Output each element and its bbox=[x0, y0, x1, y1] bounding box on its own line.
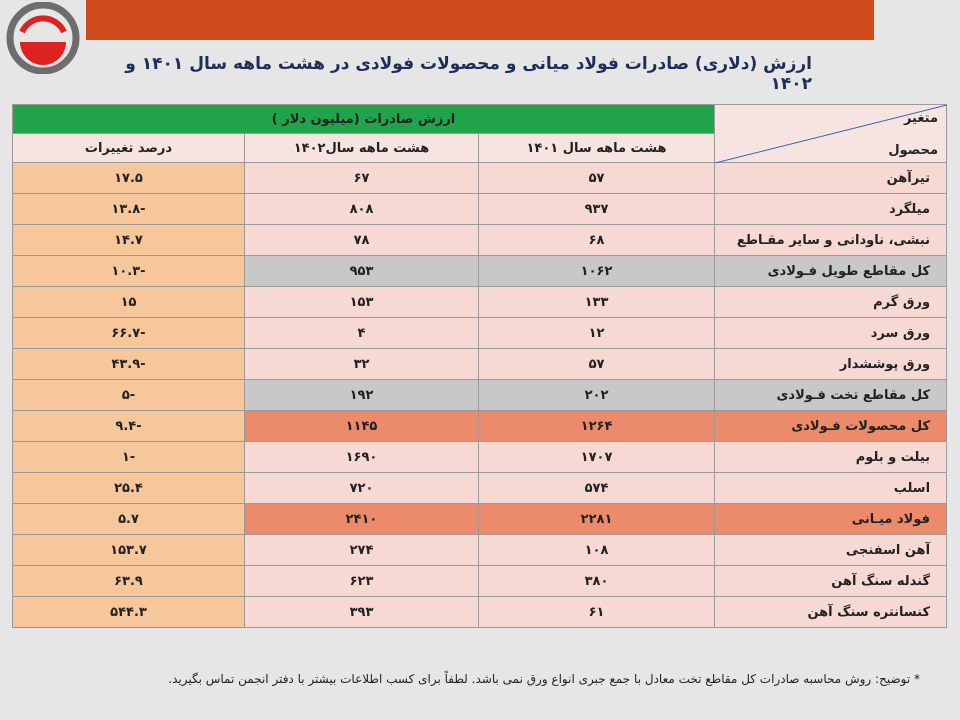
product-name-cell: ورق سرد bbox=[715, 318, 947, 349]
value-1402-cell: ۲۴۱۰ bbox=[245, 504, 479, 535]
product-name-cell: آهن اسفنجی bbox=[715, 535, 947, 566]
value-1402-cell: ۶۷ bbox=[245, 163, 479, 194]
page-title: ارزش (دلاری) صادرات فولاد میانی و محصولات فولادی در هشت ماهه سال ۱۴۰۱ و ۱۴۰۲ bbox=[125, 54, 812, 94]
table-row bbox=[13, 194, 947, 225]
pct-change-cell: ۲۵.۴ bbox=[13, 473, 245, 504]
pct-change-cell: ۵.۷ bbox=[13, 504, 245, 535]
product-name-cell: فولاد میـانی bbox=[715, 504, 947, 535]
value-1402-cell: ۳۲ bbox=[245, 349, 479, 380]
value-1402-cell: ۲۷۴ bbox=[245, 535, 479, 566]
column-header-1401: هشت ماهه سال ۱۴۰۱ bbox=[479, 134, 715, 163]
table-row bbox=[13, 287, 947, 318]
pct-change-cell: -۶۶.۷ bbox=[13, 318, 245, 349]
pct-change-cell: -۱ bbox=[13, 442, 245, 473]
value-1401-cell: ۱۳۳ bbox=[479, 287, 715, 318]
table-row bbox=[13, 597, 947, 628]
pct-change-cell: ۱۴.۷ bbox=[13, 225, 245, 256]
value-1401-cell: ۵۷ bbox=[479, 163, 715, 194]
product-name-cell: کنسانتره سنگ آهن bbox=[715, 597, 947, 628]
product-name-cell: تیرآهن bbox=[715, 163, 947, 194]
value-1401-cell: ۱۷۰۷ bbox=[479, 442, 715, 473]
value-1402-cell: ۸۰۸ bbox=[245, 194, 479, 225]
product-name-cell: نبشی، ناودانی و سایر مقـاطع bbox=[715, 225, 947, 256]
header-row-group bbox=[13, 105, 947, 134]
corner-header-cell bbox=[715, 105, 947, 163]
value-1401-cell: ۳۸۰ bbox=[479, 566, 715, 597]
value-1402-cell: ۳۹۳ bbox=[245, 597, 479, 628]
product-name-cell: کل محصولات فـولادی bbox=[715, 411, 947, 442]
product-name-cell: بیلت و بلوم bbox=[715, 442, 947, 473]
value-1401-cell: ۱۲۶۴ bbox=[479, 411, 715, 442]
product-label: محصول bbox=[888, 143, 939, 158]
value-1402-cell: ۴ bbox=[245, 318, 479, 349]
value-1401-cell: ۹۳۷ bbox=[479, 194, 715, 225]
value-1401-cell: ۱۲ bbox=[479, 318, 715, 349]
pct-change-cell: -۹.۴ bbox=[13, 411, 245, 442]
value-1402-cell: ۶۲۳ bbox=[245, 566, 479, 597]
footnote: * توضیح: روش محاسبه صادرات کل مقاطع تخت معادل با جمع جبری انواع ورق نمی باشد. لطفاً برای کسب اطلاعات بیشتر با دفتر انجمن تماس بگیرید. bbox=[168, 672, 920, 686]
value-1401-cell: ۶۱ bbox=[479, 597, 715, 628]
product-name-cell: ورق پوششدار bbox=[715, 349, 947, 380]
table-row bbox=[13, 535, 947, 566]
pct-change-cell: ۵۴۴.۳ bbox=[13, 597, 245, 628]
product-name-cell: میلگرد bbox=[715, 194, 947, 225]
value-1402-cell: ۱۵۳ bbox=[245, 287, 479, 318]
table-row bbox=[13, 442, 947, 473]
pct-change-cell: ۱۷.۵ bbox=[13, 163, 245, 194]
table-row bbox=[13, 504, 947, 535]
value-1402-cell: ۷۲۰ bbox=[245, 473, 479, 504]
pct-change-cell: ۱۵ bbox=[13, 287, 245, 318]
table-row bbox=[13, 380, 947, 411]
value-1402-cell: ۱۹۲ bbox=[245, 380, 479, 411]
value-1402-cell: ۱۶۹۰ bbox=[245, 442, 479, 473]
pct-change-cell: ۱۵۳.۷ bbox=[13, 535, 245, 566]
value-1401-cell: ۲۰۲ bbox=[479, 380, 715, 411]
table-row bbox=[13, 349, 947, 380]
value-1401-cell: ۱۰۶۲ bbox=[479, 256, 715, 287]
value-1401-cell: ۵۷ bbox=[479, 349, 715, 380]
table-row bbox=[13, 225, 947, 256]
value-1401-cell: ۵۷۴ bbox=[479, 473, 715, 504]
export-value-group-header: ارزش صادرات (میلیون دلار ) bbox=[13, 105, 715, 134]
variable-label: متغیر bbox=[903, 111, 939, 126]
table-row bbox=[13, 566, 947, 597]
table-row bbox=[13, 473, 947, 504]
product-name-cell: کل مقاطع طویل فـولادی bbox=[715, 256, 947, 287]
column-header-pct: درصد تغییرات bbox=[13, 134, 245, 163]
product-name-cell: اسلب bbox=[715, 473, 947, 504]
product-name-cell: گندله سنگ آهن bbox=[715, 566, 947, 597]
column-header-1402: هشت ماهه سال۱۴۰۲ bbox=[245, 134, 479, 163]
value-1402-cell: ۷۸ bbox=[245, 225, 479, 256]
table-row bbox=[13, 163, 947, 194]
value-1401-cell: ۱۰۸ bbox=[479, 535, 715, 566]
table-row bbox=[13, 256, 947, 287]
value-1401-cell: ۲۲۸۱ bbox=[479, 504, 715, 535]
value-1402-cell: ۹۵۳ bbox=[245, 256, 479, 287]
logo-icon bbox=[2, 2, 84, 74]
pct-change-cell: ۶۳.۹ bbox=[13, 566, 245, 597]
value-1402-cell: ۱۱۴۵ bbox=[245, 411, 479, 442]
pct-change-cell: -۵ bbox=[13, 380, 245, 411]
table-row bbox=[13, 318, 947, 349]
value-1401-cell: ۶۸ bbox=[479, 225, 715, 256]
pct-change-cell: -۱۳.۸ bbox=[13, 194, 245, 225]
table-row bbox=[13, 411, 947, 442]
product-name-cell: ورق گرم bbox=[715, 287, 947, 318]
export-value-table bbox=[12, 104, 947, 628]
pct-change-cell: -۴۳.۹ bbox=[13, 349, 245, 380]
pct-change-cell: -۱۰.۳ bbox=[13, 256, 245, 287]
product-name-cell: کل مقاطع تخت فـولادی bbox=[715, 380, 947, 411]
top-color-band bbox=[86, 0, 874, 40]
